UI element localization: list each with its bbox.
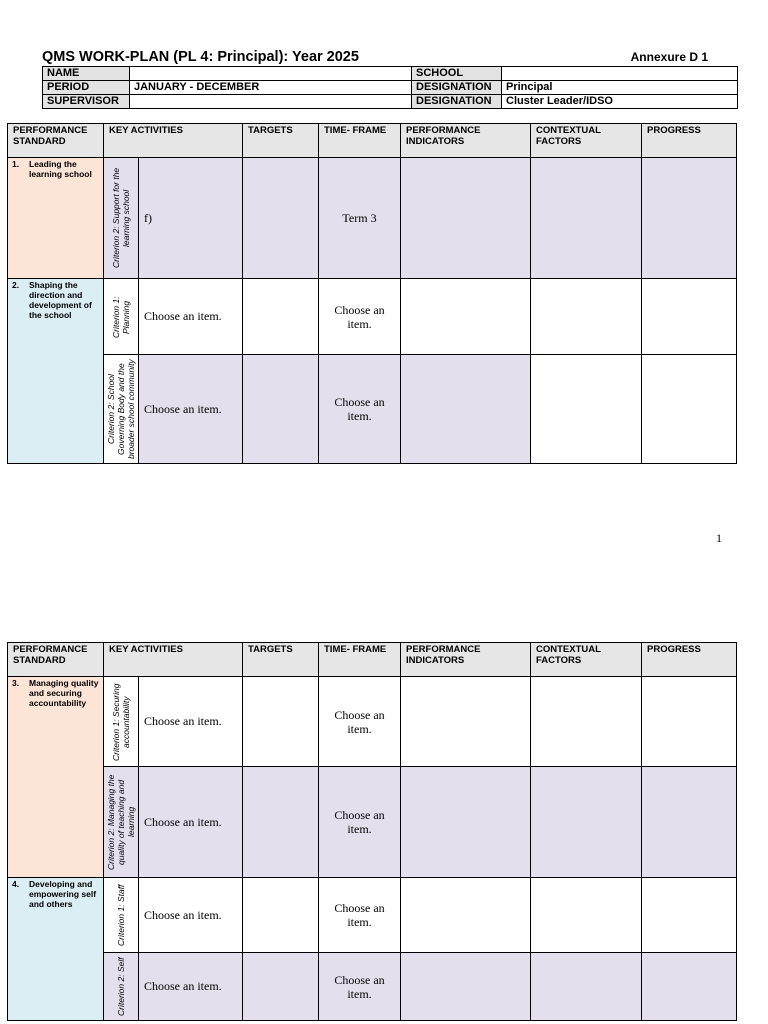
table-row bbox=[8, 677, 737, 767]
criterion-label: Criterion 2: School Governing Body and the broader school community bbox=[106, 359, 136, 459]
key-activity-field[interactable]: Choose an item. bbox=[139, 767, 243, 878]
table-row bbox=[8, 953, 737, 1021]
targets-field[interactable] bbox=[243, 953, 319, 1021]
standard-title: Shaping the direction and development of the school bbox=[29, 280, 92, 320]
col-contextual-factors: CONTEXTUAL FACTORS bbox=[531, 643, 642, 677]
key-activity-field[interactable]: f) bbox=[139, 158, 243, 279]
criterion-label: Criterion 1: Staff bbox=[116, 884, 126, 946]
standard-cell bbox=[8, 677, 104, 878]
standard-number: 4. bbox=[12, 879, 20, 889]
col-time-frame: TIME- FRAME bbox=[319, 124, 401, 158]
targets-field[interactable] bbox=[243, 767, 319, 878]
supervisor-field[interactable] bbox=[130, 95, 412, 109]
contextual-factors-field[interactable] bbox=[531, 355, 642, 464]
work-plan-table-page-1 bbox=[7, 123, 737, 464]
contextual-factors-field[interactable] bbox=[531, 279, 642, 355]
standard-number: 1. bbox=[12, 159, 20, 169]
criterion-cell bbox=[104, 953, 139, 1021]
performance-indicators-field[interactable] bbox=[401, 767, 531, 878]
supervisor-designation-field[interactable]: Cluster Leader/IDSO bbox=[502, 95, 738, 109]
page-number: 1 bbox=[716, 531, 722, 545]
criterion-label: Criterion 2: Managing the quality of teaching and learning bbox=[106, 774, 136, 870]
designation-label: DESIGNATION bbox=[412, 81, 502, 95]
criterion-cell bbox=[104, 158, 139, 279]
col-time-frame: TIME- FRAME bbox=[319, 643, 401, 677]
contextual-factors-field[interactable] bbox=[531, 953, 642, 1021]
time-frame-field[interactable]: Choose an item. bbox=[319, 279, 401, 355]
progress-field[interactable] bbox=[642, 767, 737, 878]
col-key-activities: KEY ACTIVITIES bbox=[104, 124, 243, 158]
table-row bbox=[8, 767, 737, 878]
employee-info-table bbox=[42, 66, 738, 109]
progress-field[interactable] bbox=[642, 355, 737, 464]
performance-indicators-field[interactable] bbox=[401, 158, 531, 279]
progress-field[interactable] bbox=[642, 953, 737, 1021]
name-label: NAME bbox=[43, 67, 130, 81]
table-row bbox=[8, 279, 737, 355]
info-row-period bbox=[43, 81, 738, 95]
name-field[interactable] bbox=[130, 67, 412, 81]
standard-title: Managing quality and securing accountability bbox=[29, 678, 99, 708]
work-plan-table-page-2 bbox=[7, 642, 737, 1021]
info-row-supervisor bbox=[43, 95, 738, 109]
col-targets: TARGETS bbox=[243, 643, 319, 677]
criterion-label: Criterion 1: Planning bbox=[111, 295, 131, 338]
time-frame-field[interactable]: Choose an item. bbox=[319, 677, 401, 767]
criterion-cell bbox=[104, 355, 139, 464]
key-activity-field[interactable]: Choose an item. bbox=[139, 355, 243, 464]
standard-cell bbox=[8, 279, 104, 464]
contextual-factors-field[interactable] bbox=[531, 158, 642, 279]
performance-indicators-field[interactable] bbox=[401, 953, 531, 1021]
col-performance-indicators: PERFORMANCE INDICATORS bbox=[401, 643, 531, 677]
standard-cell bbox=[8, 878, 104, 1021]
period-field[interactable]: JANUARY - DECEMBER bbox=[130, 81, 412, 95]
col-progress: PROGRESS bbox=[642, 643, 737, 677]
progress-field[interactable] bbox=[642, 279, 737, 355]
progress-field[interactable] bbox=[642, 158, 737, 279]
col-targets: TARGETS bbox=[243, 124, 319, 158]
standard-title: Leading the learning school bbox=[29, 159, 92, 179]
header-row bbox=[8, 124, 737, 158]
period-label: PERIOD bbox=[43, 81, 130, 95]
progress-field[interactable] bbox=[642, 878, 737, 953]
table-row bbox=[8, 878, 737, 953]
info-row-name bbox=[43, 67, 738, 81]
progress-field[interactable] bbox=[642, 677, 737, 767]
key-activity-field[interactable]: Choose an item. bbox=[139, 953, 243, 1021]
key-activity-field[interactable]: Choose an item. bbox=[139, 878, 243, 953]
time-frame-field[interactable]: Choose an item. bbox=[319, 878, 401, 953]
col-key-activities: KEY ACTIVITIES bbox=[104, 643, 243, 677]
performance-indicators-field[interactable] bbox=[401, 677, 531, 767]
performance-indicators-field[interactable] bbox=[401, 355, 531, 464]
table-row bbox=[8, 158, 737, 279]
supervisor-designation-label: DESIGNATION bbox=[412, 95, 502, 109]
performance-indicators-field[interactable] bbox=[401, 279, 531, 355]
criterion-cell bbox=[104, 767, 139, 878]
annexure-label: Annexure D 1 bbox=[630, 50, 708, 64]
document-title: QMS WORK-PLAN (PL 4: Principal): Year 2025 bbox=[42, 49, 359, 65]
time-frame-field[interactable]: Choose an item. bbox=[319, 355, 401, 464]
criterion-label: Criterion 2: Self bbox=[116, 957, 126, 1016]
document-title-bar bbox=[42, 49, 708, 66]
school-label: SCHOOL bbox=[412, 67, 502, 81]
key-activity-field[interactable]: Choose an item. bbox=[139, 677, 243, 767]
standard-number: 2. bbox=[12, 280, 20, 290]
standard-title: Developing and empowering self and others bbox=[29, 879, 97, 909]
table-row bbox=[8, 355, 737, 464]
contextual-factors-field[interactable] bbox=[531, 878, 642, 953]
time-frame-field[interactable]: Term 3 bbox=[319, 158, 401, 279]
criterion-label: Criterion 2: Support for the learning school bbox=[111, 167, 131, 269]
contextual-factors-field[interactable] bbox=[531, 767, 642, 878]
targets-field[interactable] bbox=[243, 158, 319, 279]
school-field[interactable] bbox=[502, 67, 738, 81]
criterion-label: Criterion 1: Securing accountability bbox=[111, 682, 131, 761]
targets-field[interactable] bbox=[243, 677, 319, 767]
targets-field[interactable] bbox=[243, 355, 319, 464]
criterion-cell bbox=[104, 878, 139, 953]
supervisor-label: SUPERVISOR bbox=[43, 95, 130, 109]
designation-field[interactable]: Principal bbox=[502, 81, 738, 95]
key-activity-field[interactable]: Choose an item. bbox=[139, 279, 243, 355]
standard-number: 3. bbox=[12, 678, 20, 688]
criterion-cell bbox=[104, 677, 139, 767]
time-frame-field[interactable]: Choose an item. bbox=[319, 953, 401, 1021]
col-performance-standard: PERFORMANCE STANDARD bbox=[8, 124, 104, 158]
targets-field[interactable] bbox=[243, 279, 319, 355]
col-contextual-factors: CONTEXTUAL FACTORS bbox=[531, 124, 642, 158]
col-performance-indicators: PERFORMANCE INDICATORS bbox=[401, 124, 531, 158]
standard-cell bbox=[8, 158, 104, 279]
criterion-cell bbox=[104, 279, 139, 355]
targets-field[interactable] bbox=[243, 878, 319, 953]
contextual-factors-field[interactable] bbox=[531, 677, 642, 767]
col-performance-standard: PERFORMANCE STANDARD bbox=[8, 643, 104, 677]
time-frame-field[interactable]: Choose an item. bbox=[319, 767, 401, 878]
col-progress: PROGRESS bbox=[642, 124, 737, 158]
header-row bbox=[8, 643, 737, 677]
performance-indicators-field[interactable] bbox=[401, 878, 531, 953]
